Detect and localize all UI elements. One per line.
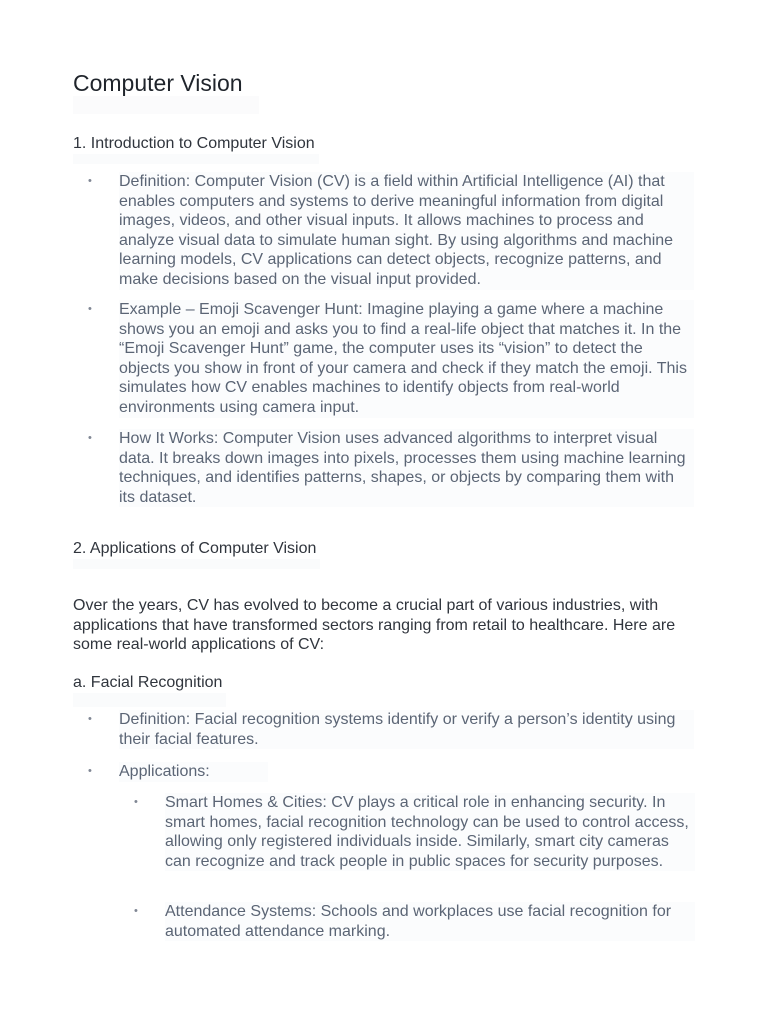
bullet-text-facial-definition: Definition: Facial recognition systems identify or verify a person’s identity using their facial features. [119,710,694,749]
bullet-icon: • [88,432,92,444]
bullet-text-attendance: Attendance Systems: Schools and workplaces use facial recognition for automated attendance marking. [165,902,695,941]
section-heading-introduction: 1. Introduction to Computer Vision [73,134,319,164]
bullet-icon: • [88,713,92,725]
bullet-icon: • [88,175,92,187]
bullet-text-smart-homes: Smart Homes & Cities: CV plays a critical role in enhancing security. In smart homes, facial recognition technology can be used to control access, allowing only registered individuals inside. Similarly, smart city cameras can recognize and track people in public spaces for security purposes. [165,793,695,871]
bullet-icon: • [134,905,138,917]
bullet-text-definition: Definition: Computer Vision (CV) is a field within Artificial Intelligence (AI) that enables computers and systems to derive meaningful information from digital images, videos, and other visual inputs. It allows machines to process and analyze visual data to simulate human sight. By using algorithms and machine learning models, CV applications can detect objects, recognize patterns, and make decisions based on the visual input provided. [119,172,694,290]
intro-paragraph: Over the years, CV has evolved to become a crucial part of various industries, with applications that have transformed sectors ranging from retail to healthcare. Here are some real-world applications of CV: [73,597,676,654]
bullet-icon: • [88,303,92,315]
bullet-icon: • [134,796,138,808]
bullet-icon: • [88,765,92,777]
page-title: Computer Vision [73,68,259,114]
bullet-text-how-it-works: How It Works: Computer Vision uses advanced algorithms to interpret visual data. It breaks down images into pixels, processes them using machine learning techniques, and identifies patterns, shapes, or objects by comparing them with its dataset. [119,429,694,507]
bullet-text-example: Example – Emoji Scavenger Hunt: Imagine playing a game where a machine shows you an emoji and asks you to find a real-life object that matches it. In the “Emoji Scavenger Hunt” game, the computer uses its “vision” to detect the objects you show in front of your camera and check if they match the emoji. This simulates how CV enables machines to identify objects from real-world environments using camera input. [119,300,694,418]
subsection-heading-facial-recognition: a. Facial Recognition [73,673,226,707]
bullet-text-applications: Applications: [119,762,268,782]
section-heading-applications: 2. Applications of Computer Vision [73,539,320,569]
